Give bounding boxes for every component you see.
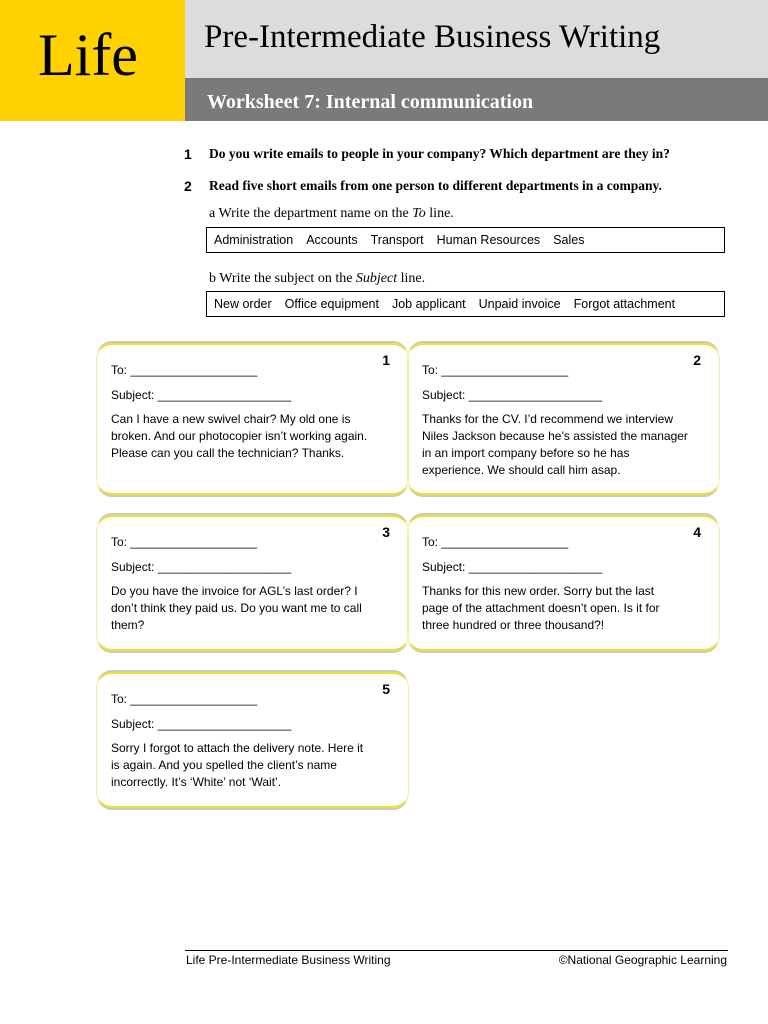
email-body-line: Thanks for the CV. I’d recommend we interview <box>422 412 673 426</box>
subject-word: Unpaid invoice <box>478 297 561 311</box>
card-number: 5 <box>382 681 390 697</box>
email-body-line: don’t think they paid us. Do you want me to call <box>111 601 362 615</box>
email-card <box>96 343 409 495</box>
card-number: 4 <box>693 524 701 540</box>
email-body-line: is again. And you spelled the client’s name <box>111 758 337 772</box>
title-band <box>185 0 768 78</box>
worksheet-title: Worksheet 7: Internal communication <box>207 91 534 113</box>
to-line[interactable]: To: ___________________ <box>111 692 258 706</box>
question-number: 2 <box>184 178 192 194</box>
email-body-line: Niles Jackson because he’s assisted the manager <box>422 429 688 443</box>
email-body-line: in an import company before so he has <box>422 446 630 460</box>
department-word: Transport <box>370 233 424 247</box>
subject-line[interactable]: Subject: ____________________ <box>111 717 292 731</box>
email-body-line: Thanks for this new order. Sorry but the last <box>422 584 655 598</box>
email-body-line: them? <box>111 618 145 632</box>
subject-word: Job applicant <box>391 297 466 311</box>
subject-word: Office equipment <box>284 297 379 311</box>
question-number: 1 <box>184 146 192 162</box>
instruction-a-suffix: line. <box>425 206 454 221</box>
logo-block <box>0 0 185 121</box>
email-body-line: Can I have a new swivel chair? My old one is <box>111 412 351 426</box>
to-line[interactable]: To: ___________________ <box>111 363 258 377</box>
logo-text: Life <box>38 22 138 88</box>
card-number: 1 <box>382 352 390 368</box>
question-text: Read five short emails from one person to different departments in a company. <box>209 178 662 193</box>
email-card <box>96 515 409 651</box>
question-text: Do you write emails to people in your company? Which department are they in? <box>209 146 670 161</box>
footer-copyright: ©National Geographic Learning <box>558 953 727 967</box>
email-body-line: Please can you call the technician? Thanks. <box>111 446 345 460</box>
instruction-b <box>209 271 425 287</box>
footer-rule <box>185 950 728 951</box>
email-card <box>96 672 409 808</box>
instruction-a-italic: To <box>412 206 426 221</box>
email-body <box>422 411 712 479</box>
subject-word: New order <box>214 297 272 311</box>
card-number: 3 <box>382 524 390 540</box>
card-number: 2 <box>693 352 701 368</box>
subtitle-band <box>185 78 768 121</box>
email-body <box>111 411 401 462</box>
subject-line[interactable]: Subject: ____________________ <box>422 560 603 574</box>
email-body-line: Do you have the invoice for AGL’s last order? I <box>111 584 358 598</box>
department-word: Accounts <box>306 233 358 247</box>
email-body-line: incorrectly. It’s ‘White’ not ‘Wait’. <box>111 775 282 789</box>
subject-word-box <box>206 291 725 317</box>
subject-line[interactable]: Subject: ____________________ <box>111 560 292 574</box>
email-body-line: experience. We should call him asap. <box>422 463 621 477</box>
to-line[interactable]: To: ___________________ <box>111 535 258 549</box>
instruction-a <box>209 206 454 222</box>
subject-line[interactable]: Subject: ____________________ <box>111 388 292 402</box>
footer-book-title: Life Pre-Intermediate Business Writing <box>186 953 391 967</box>
instruction-b-italic: Subject <box>355 271 398 286</box>
department-word: Administration <box>214 233 294 247</box>
instruction-b-suffix: line. <box>397 271 426 286</box>
email-body-line: Sorry I forgot to attach the delivery note. Here it <box>111 741 364 755</box>
to-line[interactable]: To: ___________________ <box>422 363 569 377</box>
email-body <box>111 583 401 634</box>
page-title: Pre-Intermediate Business Writing <box>204 19 661 55</box>
email-body-line: broken. And our photocopier isn’t working again. <box>111 429 368 443</box>
email-body-line: three hundred or three thousand?! <box>422 618 605 632</box>
department-word: Human Resources <box>436 233 541 247</box>
subject-word: Forgot attachment <box>573 297 676 311</box>
email-card <box>407 343 720 495</box>
to-line[interactable]: To: ___________________ <box>422 535 569 549</box>
department-word-box <box>206 227 725 253</box>
instruction-a-prefix: a Write the department name on the <box>209 206 413 221</box>
email-body <box>111 740 401 791</box>
department-word: Sales <box>553 233 585 247</box>
subject-line[interactable]: Subject: ____________________ <box>422 388 603 402</box>
instruction-b-prefix: b Write the subject on the <box>209 271 356 286</box>
email-body-line: page of the attachment doesn’t open. Is it for <box>422 601 660 615</box>
email-card <box>407 515 720 651</box>
email-body <box>422 583 712 634</box>
